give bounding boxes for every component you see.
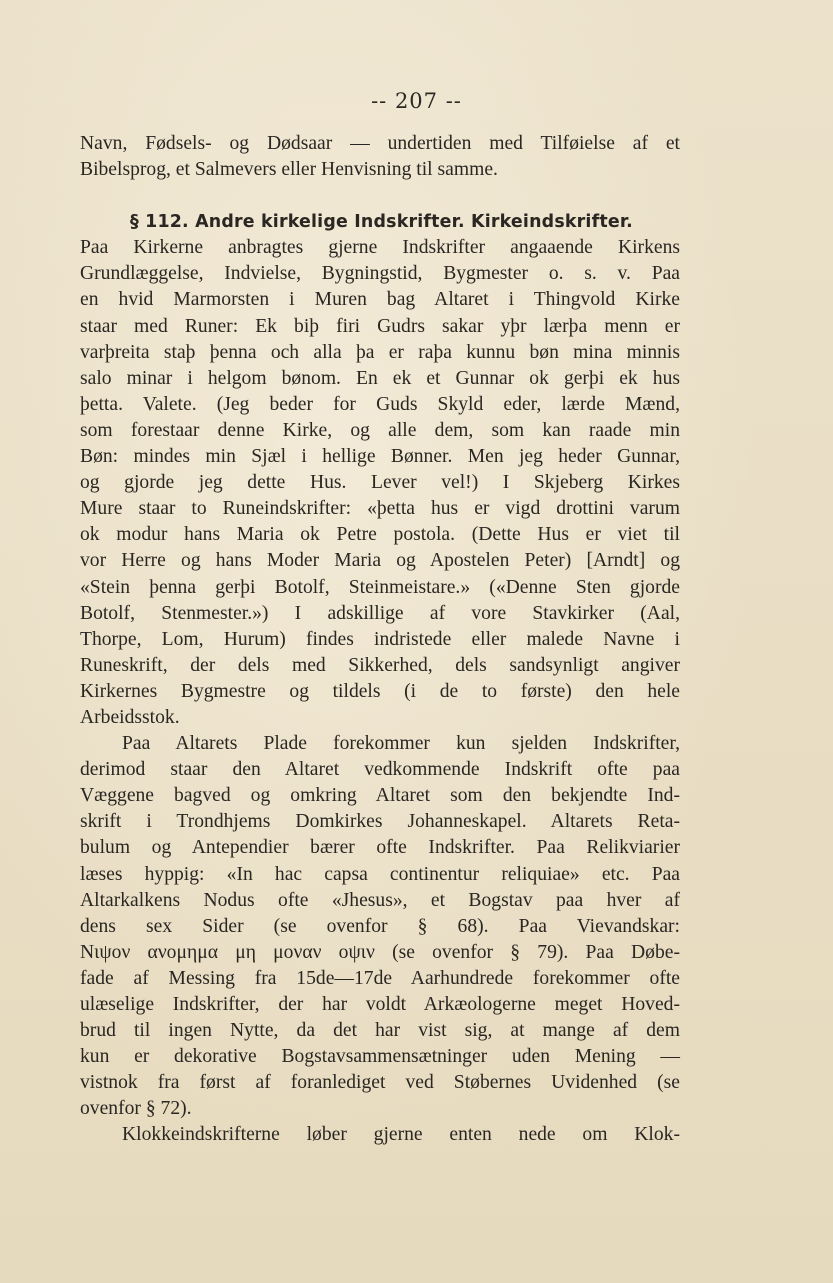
text-line: salo minar i helgom bønom. En ek et Gunnar ok gerþi ek hus — [80, 367, 680, 389]
text-line: læses hyppig: «In hac capsa continentur reliquiae» etc. Paa — [80, 863, 680, 885]
text-line: kun er dekorative Bogstavsammensætninger uden Mening — — [80, 1046, 680, 1068]
text-line: Paa Altarets Plade forekommer kun sjelden Indskrifter, — [122, 733, 680, 755]
text-line: og gjorde jeg dette Hus. Lever vel!) I Skjeberg Kirkes — [80, 472, 680, 494]
text-line: bulum og Antependier bærer ofte Indskrifter. Paa Relikviarier — [80, 837, 680, 859]
text-line: Thorpe, Lom, Hurum) findes indristede eller malede Navne i — [80, 628, 680, 650]
page-body — [80, 131, 680, 1149]
text-line: ulæselige Indskrifter, der har voldt Arkæologerne meget Hoved- — [80, 994, 680, 1015]
text-line: fade af Messing fra 15de—17de Aarhundrede forekommer ofte — [80, 967, 680, 989]
text-line: skrift i Trondhjems Domkirkes Johanneskapel. Altarets Reta- — [80, 811, 680, 833]
text-line: Navn, Fødsels- og Dødsaar — undertiden med Tilføielse af et — [80, 133, 680, 154]
text-line: Runeskrift, der dels med Sikkerhed, dels sandsynligt angiver — [80, 654, 680, 676]
text-line: derimod staar den Altaret vedkommende Indskrift ofte paa — [80, 759, 680, 781]
text-line: Paa Kirkerne anbragtes gjerne Indskrifter angaaende Kirkens — [80, 237, 680, 259]
text-line: Væggene bagved og omkring Altaret som den bekjendte Ind- — [80, 785, 680, 807]
text-line: en hvid Marmorsten i Muren bag Altaret i Thingvold Kirke — [80, 289, 680, 311]
text-line: brud til ingen Nytte, da det har vist sig, at mange af dem — [80, 1020, 680, 1042]
text-line: dens sex Sider (se ovenfor § 68). Paa Vievandskar: — [80, 915, 680, 937]
text-line: som forestaar denne Kirke, og alle dem, som kan raade min — [80, 419, 680, 441]
text-line: Arbeidsstok. — [80, 706, 180, 728]
text-line: Bibelsprog, et Salmevers eller Henvisning til samme. — [80, 159, 498, 181]
text-line: Bøn: mindes min Sjæl i hellige Bønner. Men jeg heder Gunnar, — [80, 446, 680, 468]
text-line: vistnok fra først af foranlediget ved Støbernes Uvidenhed (se — [80, 1072, 680, 1094]
text-line: Klokkeindskrifterne løber gjerne enten nede om Klok- — [122, 1124, 680, 1146]
text-line: ovenfor § 72). — [80, 1098, 192, 1120]
text-line: Grundlæggelse, Indvielse, Bygningstid, Bygmester o. s. v. Paa — [80, 263, 680, 285]
text-line: «Stein þenna gerþi Botolf, Steinmeistare.» («Denne Sten gjorde — [80, 576, 680, 598]
text-line: varþreita staþ þenna och alla þa er raþa kunnu bøn mina minnis — [80, 341, 680, 363]
text-line: staar med Runer: Ek biþ firi Gudrs sakar yþr lærþa menn er — [80, 315, 680, 337]
text-line: Botolf, Stenmester.») I adskillige af vore Stavkirker (Aal, — [80, 602, 680, 624]
page-number: -- 207 -- — [371, 89, 462, 113]
text-line: Altarkalkens Nodus ofte «Jhesus», et Bogstav paa hver af — [80, 889, 680, 911]
text-line: vor Herre og hans Moder Maria og Apostelen Peter) [Arndt] og — [80, 550, 680, 572]
text-line: ok modur hans Maria ok Petre postola. (Dette Hus er viet til — [80, 524, 680, 546]
text-line: Kirkernes Bygmestre og tildels (i de to første) den hele — [80, 680, 680, 702]
text-line: Mure staar to Runeindskrifter: «þetta hus er vigd drottini varum — [80, 498, 680, 520]
text-line: þetta. Valete. (Jeg beder for Guds Skyld eder, lærde Mænd, — [80, 393, 680, 415]
section-heading: § 112. Andre kirkelige Indskrifter. Kirkeindskrifter. — [130, 212, 633, 233]
text-line: Νιψον ανομημα μη μοναν οψιν (se ovenfor § 79). Paa Døbe- — [80, 941, 680, 963]
